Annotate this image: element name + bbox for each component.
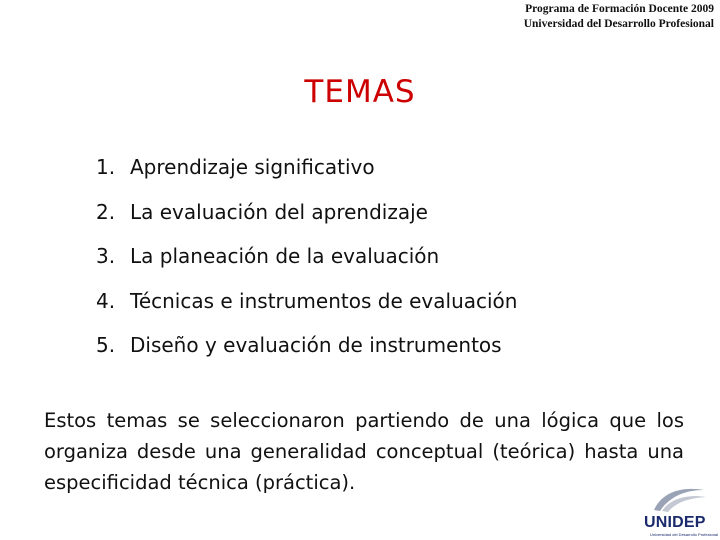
logo-subtitle: Universidad del Desarrollo Profesional bbox=[650, 532, 719, 537]
topics-list bbox=[96, 145, 517, 368]
topic-number: 5. bbox=[96, 333, 116, 358]
logo-wordmark: UNIDEP bbox=[644, 514, 706, 531]
topic-text: Diseño y evaluación de instrumentos bbox=[130, 333, 502, 358]
topic-text: Aprendizaje significativo bbox=[130, 155, 375, 180]
unidep-logo bbox=[640, 484, 720, 540]
topic-number: 3. bbox=[96, 244, 116, 269]
topic-item bbox=[96, 323, 517, 368]
topic-text: Técnicas e instrumentos de evaluación bbox=[130, 288, 518, 313]
header-program: Programa de Formación Docente 2009 bbox=[525, 3, 714, 15]
topic-item bbox=[96, 145, 517, 190]
topic-item bbox=[96, 190, 517, 235]
topic-item bbox=[96, 279, 517, 324]
slide-title: TEMAS bbox=[304, 74, 416, 110]
swoosh-logo-icon bbox=[648, 484, 708, 514]
topics-rationale: Estos temas se seleccionaron partiendo de una lógica que los organiza desde una generalidad conceptual (teórica) hasta una especificidad técnica (práctica). bbox=[44, 409, 684, 494]
header bbox=[524, 2, 714, 32]
topic-number: 4. bbox=[96, 288, 116, 313]
topic-number: 1. bbox=[96, 155, 116, 180]
header-university: Universidad del Desarrollo Profesional bbox=[523, 18, 714, 30]
topic-number: 2. bbox=[96, 199, 116, 224]
topic-text: La evaluación del aprendizaje bbox=[130, 199, 428, 224]
topic-item bbox=[96, 234, 517, 279]
topic-text: La planeación de la evaluación bbox=[130, 244, 440, 269]
